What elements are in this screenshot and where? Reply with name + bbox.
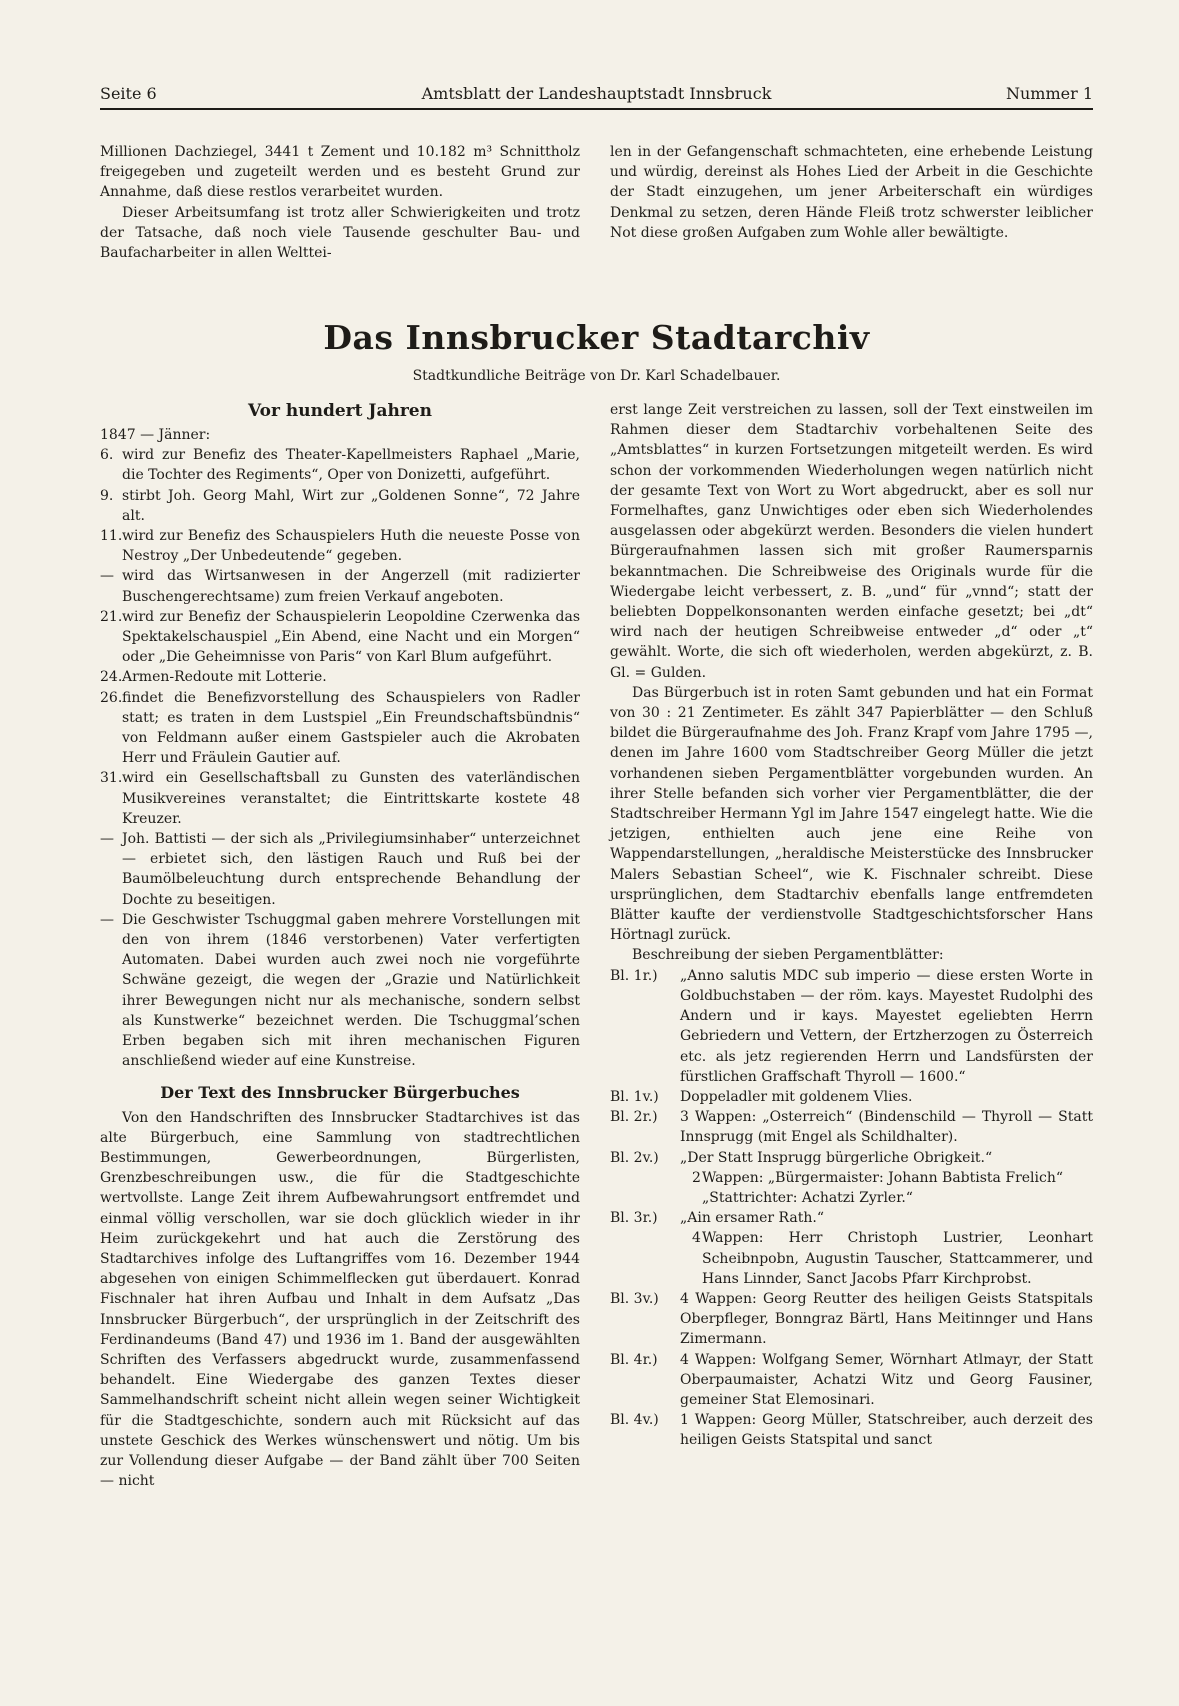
blatt-entry [610, 1148, 1093, 1168]
wappen-text: Wappen: Herr Christoph Lustrier, Leonhart Scheibnpobn, Augustin Tauscher, Stattcammerer, und Hans Linnder, Sanct Jacobs Pfarr Kirchprobst. [702, 1230, 1093, 1287]
blatt-ref: Bl. 1r.) [610, 967, 658, 984]
blatt-text: 3 Wappen: „Osterreich“ (Bindenschild — Thyroll — Statt Innsprugg (mit Engel als Schildhalter). [680, 1109, 1093, 1146]
wappen-count: 4 [692, 1230, 701, 1247]
entry-key: 21. [100, 608, 123, 625]
blatt-text: 4 Wappen: Wolfgang Semer, Wörnhart Atlmayr, der Statt Oberpaumaister, Achatzi Witz und Georg Fausiner, gemeiner Stat Elemosinari. [680, 1351, 1093, 1408]
blatt-subentry [610, 1228, 1093, 1289]
blatt-text: 4 Wappen: Georg Reutter des heiligen Geists Statspitals Oberpfleger, Bonngraz Bärtl, Hans Meitinnger und Hans Zimermann. [680, 1290, 1093, 1348]
right-text-2: Das Bürgerbuch ist in roten Samt gebunden und hat ein Format von 30 : 21 Zentimeter. Es zählt 347 Papierblätter — den Schluß bildet die Bürgeraufnahme des Joh. Franz Krapf vom Jahre 1795 —, denen im Jahre 1600 vom Stadtschreiber Georg Müller die jetzt vorhandenen sieben Pergamentblätter vorgebunden wurden. An ihrer Stelle befanden sich vorher vier Pergamentblätter, die der Stadtschreiber Hermann Ygl im Jahre 1547 eingelegt hatte. Wie die jetzigen, enthielten auch jene eine Reihe von Wappendarstellungen, „heraldische Meisterstücke des Innsbrucker Malers Sebastian Scheel“, wie K. Fischnaler schreibt. Diese ursprünglichen, dem Stadtarchiv ebenfalls lange entfremdeten Blätter kaufte der verdienstvolle Stadtgeschichtsforscher Hans Hörtnagl zurück. [610, 684, 1093, 944]
hundert-entry [100, 566, 580, 606]
blatt-entry [610, 966, 1093, 1087]
hundert-entry [100, 486, 580, 526]
entry-text: stirbt Joh. Georg Mahl, Wirt zur „Goldenen Sonne“, 72 Jahre alt. [122, 487, 580, 524]
blatt-text: Doppeladler mit goldenem Vlies. [680, 1088, 913, 1105]
hundert-entry [100, 910, 580, 1072]
entry-key: 9. [100, 487, 114, 504]
section-title: Das Innsbrucker Stadtarchiv [323, 318, 870, 357]
entry-text: wird zur Benefiz der Schauspielerin Leopoldine Czerwenka das Spektakelschauspiel „Ein Abend, eine Nacht und ein Morgen“ oder „Die Geheimnisse von Paris“ von Karl Blum aufgeführt. [122, 608, 580, 666]
entry-text: wird ein Gesellschaftsball zu Gunsten des vaterländischen Musikvereines veranstaltet; die Eintrittskarte kostete 48 Kreuzer. [122, 770, 580, 827]
entry-key: — [100, 911, 114, 928]
entry-key: 31. [100, 770, 123, 787]
blatt-ref: Bl. 3v.) [610, 1290, 659, 1307]
blatt-entry [610, 1289, 1093, 1350]
buergerbuch-text: Von den Handschriften des Innsbrucker Stadtarchives ist das alte Bürgerbuch, eine Sammlung von stadtrechtlichen Bestimmungen, Gewerbeordnungen, Bürgerlisten, Grenzbeschreibungen usw., die für die Stadtgeschichte wertvollste. Lange Zeit ihrem Aufbewahrungsort entfremdet und einmal völlig verschollen, war sie doch glücklich wieder in ihr Heim zurückgekehrt und hat auch die Zerstörung des Stadtarchives infolge des Luftangriffes vom 16. Dezember 1944 abgesehen von einigen Schimmelflecken gut überdauert. Konrad Fischnaler hat ihren Aufbau und Inhalt in dem Aufsatz „Das Innsbrucker Bürgerbuch“, der ursprünglich in der Zeitschrift des Ferdinandeums (Band 47) und 1936 im 1. Band der ausgewählten Schriften des Verfassers abgedruckt wurde, zusammenfassend behandelt. Eine Wiedergabe des ganzen Textes dieser Sammelhandschrift scheint nicht allein wegen seiner Wichtigkeit für die Stadtgeschichte, sondern auch mit Rücksicht auf das unstete Geschick des Werkes wünschenswert und nötig. Um bis zur Vollendung dieser Aufgabe — der Band zählt über 700 Seiten — nicht [100, 1109, 580, 1490]
buergerbuch-heading: Der Text des Innsbrucker Bürgerbuches [160, 1082, 520, 1102]
entry-key: — [100, 568, 114, 585]
right-text-1: erst lange Zeit verstreichen zu lassen, soll der Text einstweilen im Rahmen dieser dem Stadtarchiv vorbehaltenen Seite des „Amtsblattes“ in kurzen Fortsetzungen mitgeteilt werden. Es wird schon der vorkommenden Wiederholungen wegen natürlich nicht der gesamte Text von Wort zu Wort abgedruckt, aber es soll nur Formelhaftes, ganz Unwichtiges oder eben sich Wiederholendes ausgelassen oder abgekürzt werden. Besonders die vielen hundert Bürgeraufnahmen lassen sich mit großer Raumersparnis bekanntmachen. Die Schreibweise des Originals wurde für die Wiedergabe leicht verbessert, z. B. „und“ für „vnnd“; statt der beliebten Doppelkonsonanten werden einfache gesetzt; bei „dt“ wird nach der heutigen Schreibweise entweder „d“ oder „t“ gewählt. Worte, die sich oft wiederholen, werden abgekürzt, z. B. Gl. = Gulden. [610, 402, 1093, 681]
richter-line: „Stattrichter: Achatzi Zyrler.“ [702, 1189, 913, 1206]
wappen-line [680, 1228, 1093, 1289]
top-right-column [610, 142, 1093, 243]
top-left-column [100, 142, 580, 263]
entry-key: 26. [100, 689, 123, 706]
hundert-entry [100, 688, 580, 769]
entry-text: Joh. Battisti — der sich als „Privilegiumsinhaber“ unterzeichnet — erbietet sich, den lästigen Rauch und Ruß bei der Baumölbeleuchtung durch entsprechende Behandlung der Dochte zu beseitigen. [122, 831, 580, 908]
top-left-text: Millionen Dachziegel, 3441 t Zement und 10.182 m³ Schnittholz freigegeben und zugeteilt werden und es besteht Grund zur Annahme, daß diese restlos verarbeitet wurden. [100, 144, 580, 201]
blatt-subentry [610, 1168, 1093, 1208]
blatt-text: „Ain ersamer Rath.“ [680, 1210, 824, 1227]
hundert-month: 1847 — Jänner: [100, 427, 211, 443]
wappen-line [680, 1168, 1093, 1188]
hundert-entry [100, 829, 580, 910]
blatt-ref: Bl. 4r.) [610, 1351, 658, 1368]
entry-text: Armen-Redoute mit Lotterie. [122, 669, 327, 686]
hundert-entry [100, 667, 580, 687]
blatt-text: „Der Statt Insprugg bürgerliche Obrigkeit.“ [680, 1149, 993, 1166]
blatt-ref: Bl. 2r.) [610, 1109, 658, 1126]
blatt-text: „Anno salutis MDC sub imperio — diese ersten Worte in Goldbuchstaben — der röm. kays. Mayestet Rudolphi des Andern und ir kays. Mayestet egeliebten Herrn Gebriedern und Vettern, der Ertzherzogen zu Österreich etc. als jetz regierenden Herrn und Landsfürsten der fürstlichen Graffschaft Thyroll — 1600.“ [680, 967, 1093, 1085]
entry-text: Die Geschwister Tschuggmal gaben mehrere Vorstellungen mit den von ihrem (1846 verstorbenen) Vater verfertigten Automaten. Dabei wurden auch zwei noch nie vorgeführte Schwäne gezeigt, die wegen der „Grazie und Natürlichkeit ihrer Bewegungen nicht nur als mechanische, sondern selbst als Kunstwerke“ bezeichnet werden. Die Tschuggmal’schen Erben begaben sich mit ihren mechanischen Figuren anschließend wieder auf eine Kunstreise. [122, 911, 580, 1070]
entry-text: findet die Benefizvorstellung des Schauspielers von Radler statt; es traten in dem Lustspiel „Ein Freundschaftsbündnis“ von Feldmann außer einem Gastspieler auch die Akrobaten Herr und Fräulein Gautier auf. [122, 689, 580, 767]
blatt-entry [610, 1208, 1093, 1228]
blatt-ref: Bl. 1v.) [610, 1088, 659, 1105]
blatt-entry [610, 1087, 1093, 1107]
blatt-ref: Bl. 2v.) [610, 1149, 659, 1166]
entry-text: wird zur Benefiz des Theater-Kapellmeisters Raphael „Marie, die Tochter des Regiments“, Oper von Donizetti, aufgeführt. [122, 447, 580, 484]
blatt-entry [610, 1107, 1093, 1147]
page-number: Seite 6 [100, 84, 157, 103]
wappen-count: 2 [692, 1169, 701, 1186]
section-subtitle: Stadtkundliche Beiträge von Dr. Karl Schadelbauer. [412, 368, 781, 384]
entry-text: wird zur Benefiz des Schauspielers Huth die neueste Posse von Nestroy „Der Unbedeutende“ gegeben. [122, 528, 580, 565]
blatt-ref: Bl. 3r.) [610, 1210, 658, 1227]
section-masthead [100, 318, 1093, 384]
entry-key: — [100, 831, 114, 848]
entry-text: wird das Wirtsanwesen in der Angerzell (mit radizierter Buschengerechtsame) zum freien Verkauf angeboten. [122, 568, 580, 605]
blatt-ref: Bl. 4v.) [610, 1412, 659, 1429]
hundert-entry [100, 768, 580, 829]
hundert-entry [100, 526, 580, 566]
running-header [100, 84, 1093, 106]
issue-number: Nummer 1 [1005, 84, 1093, 103]
header-rule [100, 108, 1093, 110]
left-column [100, 400, 580, 1491]
wappen-text: Wappen: „Bürgermaister: Johann Babtista Frelich“ [702, 1169, 1064, 1186]
top-left-text-2: Dieser Arbeitsumfang ist trotz aller Schwierigkeiten und trotz der Tatsache, daß noch viele Tausende geschulter Bau- und Baufacharbeiter in allen Welttei- [100, 204, 580, 262]
top-right-text: len in der Gefangenschaft schmachteten, eine erhebende Leistung und würdig, dereinst als Hohes Lied der Arbeit in die Geschichte der Stadt einzugehen, um jener Arbeiterschaft ein würdiges Denkmal zu setzen, deren Hände Fleiß trotz schwerster leiblicher Not diese großen Aufgaben zum Wohle aller bewältigte. [610, 144, 1093, 241]
pergament-intro: Beschreibung der sieben Pergamentblätter: [632, 947, 944, 964]
entry-key: 24. [100, 669, 123, 686]
blatt-entry [610, 1350, 1093, 1411]
publication-title: Amtsblatt der Landeshauptstadt Innsbruck [421, 84, 772, 103]
hundert-entry [100, 607, 580, 668]
blatt-text: 1 Wappen: Georg Müller, Statschreiber, auch derzeit des heiligen Geists Statspital und sanct [680, 1412, 1093, 1449]
hundert-heading: Vor hundert Jahren [248, 401, 432, 421]
entry-key: 6. [100, 447, 114, 464]
blatt-entry [610, 1410, 1093, 1450]
right-column [610, 400, 1093, 1451]
hundert-entry [100, 445, 580, 485]
entry-key: 11. [100, 528, 123, 545]
